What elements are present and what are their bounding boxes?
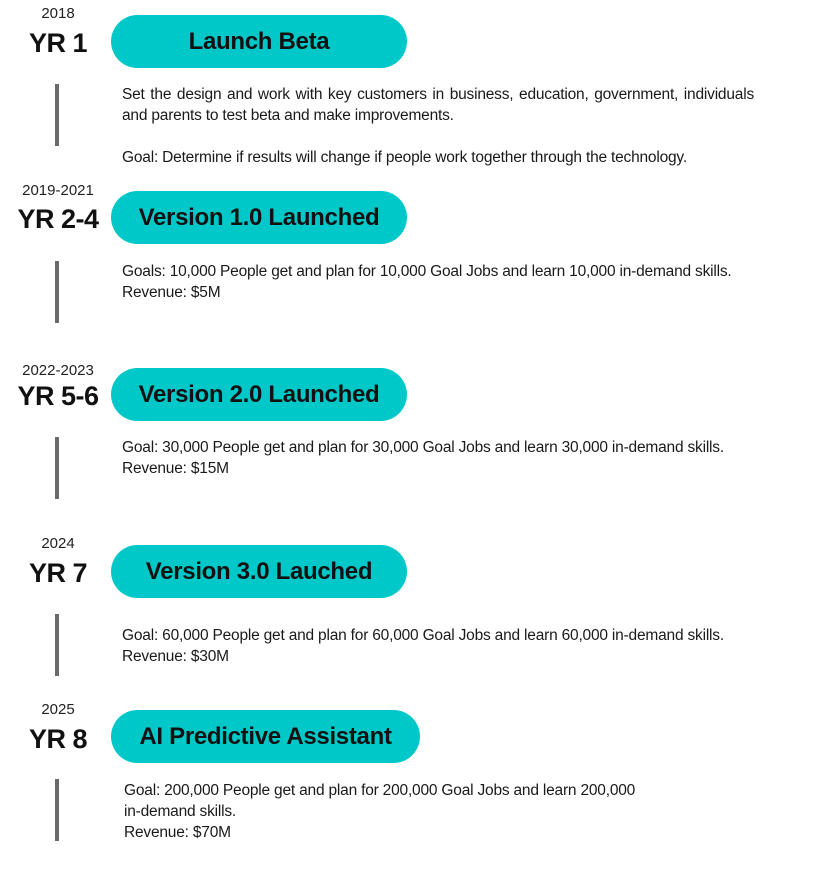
yr-label: YR 5-6 bbox=[17, 381, 99, 411]
year-label: 2018 bbox=[41, 5, 75, 22]
year-label: 2025 bbox=[41, 701, 75, 718]
goal-text: Goal: 60,000 People get and plan for 60,000 Goal Jobs and learn 60,000 in-demand skills. bbox=[122, 627, 724, 644]
revenue-text: Revenue: $70M bbox=[124, 824, 231, 841]
year-label: 2024 bbox=[41, 535, 75, 552]
milestone-description bbox=[122, 261, 732, 303]
timeline-connector bbox=[55, 437, 59, 499]
description-text: Set the design and work with key customers in business, education, government, individuals and parents to test beta and make improvements. bbox=[122, 86, 754, 124]
year-label: 2019-2021 bbox=[22, 182, 94, 199]
year-label: 2022-2023 bbox=[22, 362, 94, 379]
timeline-connector bbox=[55, 261, 59, 323]
milestone-title-pill[interactable]: Version 1.0 Launched bbox=[111, 191, 407, 244]
milestone-description bbox=[122, 437, 724, 479]
milestone-description bbox=[122, 84, 754, 168]
timeline-connector bbox=[55, 779, 59, 841]
milestone-title-pill[interactable]: Launch Beta bbox=[111, 15, 407, 68]
goal-text: Goal: Determine if results will change if people work together through the technology. bbox=[122, 149, 687, 166]
timeline-connector bbox=[55, 614, 59, 676]
milestone-title-pill[interactable]: AI Predictive Assistant bbox=[111, 710, 420, 763]
milestone-title-pill[interactable]: Version 2.0 Launched bbox=[111, 368, 407, 421]
goal-text-line1: Goal: 200,000 People get and plan for 200,000 Goal Jobs and learn 200,000 bbox=[124, 782, 636, 799]
yr-label: YR 7 bbox=[28, 558, 88, 588]
milestone-description bbox=[124, 780, 635, 843]
yr-label: YR 8 bbox=[28, 724, 88, 754]
revenue-text: Revenue: $15M bbox=[122, 460, 229, 477]
goal-text: Goal: 30,000 People get and plan for 30,000 Goal Jobs and learn 30,000 in-demand skills. bbox=[122, 439, 724, 456]
yr-label: YR 2-4 bbox=[17, 204, 99, 234]
goal-text: Goals: 10,000 People get and plan for 10,000 Goal Jobs and learn 10,000 in-demand skills. bbox=[122, 263, 732, 280]
milestone-title-pill[interactable]: Version 3.0 Lauched bbox=[111, 545, 407, 598]
yr-label: YR 1 bbox=[28, 28, 88, 58]
revenue-text: Revenue: $30M bbox=[122, 648, 229, 665]
revenue-text: Revenue: $5M bbox=[122, 284, 221, 301]
milestone-description bbox=[122, 625, 724, 667]
goal-text-line2: in-demand skills. bbox=[124, 803, 237, 820]
timeline-connector bbox=[55, 84, 59, 146]
